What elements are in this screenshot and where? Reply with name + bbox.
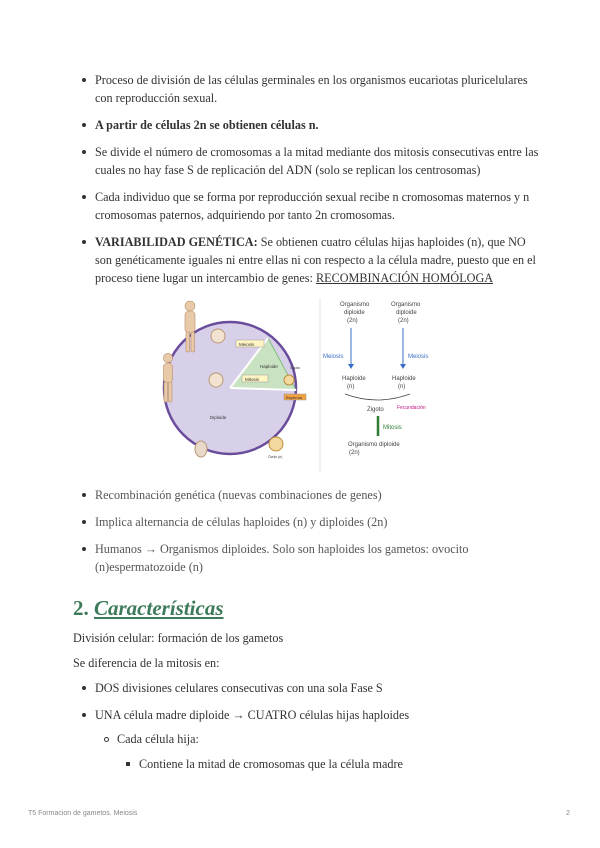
list-item: VARIABILIDAD GENÉTICA: Se obtienen cuatro células hijas haploides (n), que NO son genéticamente iguales ni entre ellas ni con respecto a la célula madre, puesto que en el proceso tiene lugar un intercambio de genes: RECOMBINACIÓN HOMÓLOGA xyxy=(73,233,543,287)
small-label: Cigoto xyxy=(290,366,301,370)
list-item: Contiene la mitad de cromosomas que la célula madre xyxy=(117,755,547,773)
organism-label: Organismo diploide xyxy=(348,442,400,448)
list-item: Se divide el número de cromosomas a la mitad mediante dos mitosis consecutivas entre las cuales no hay fase S de replicación del ADN (solo se replican los centrosomas) xyxy=(73,143,543,179)
mitosis-label: Mitosis xyxy=(245,377,260,382)
list-item: Humanos → Organismos diploides. Solo son haploides los gametos: ovocito (n)espermatozoide (n) xyxy=(73,540,543,576)
organism-label: Organismo xyxy=(340,302,370,308)
sub-list xyxy=(95,730,545,757)
sperm-label: Esperma xyxy=(286,395,303,400)
meiosis-label: Meiosis xyxy=(239,342,255,347)
intro-list xyxy=(73,71,543,296)
life-cycle-figure xyxy=(148,298,458,472)
organism-label: diploide xyxy=(344,310,365,316)
paragraph: División celular: formación de los gametos xyxy=(73,631,284,645)
sub-sub-list xyxy=(117,755,547,782)
list-item: Cada célula hija: xyxy=(95,730,545,748)
list-item: UNA célula madre diploide → CUATRO células hijas haploides xyxy=(73,706,543,724)
organism-label: diploide xyxy=(396,310,417,316)
section-title: Características xyxy=(94,596,224,620)
differences-list xyxy=(73,679,543,733)
section-number: 2. xyxy=(73,596,89,620)
arrow-head-icon xyxy=(400,364,406,369)
list-item: DOS divisiones celulares consecutivas con una sola Fase S xyxy=(73,679,543,697)
fertilization-label: Fecundación xyxy=(397,405,426,411)
page-number: 2 xyxy=(566,810,570,817)
list-item: A partir de células 2n se obtienen células n. xyxy=(73,116,543,134)
organism-label: (2n) xyxy=(398,318,409,324)
merge-bracket xyxy=(345,394,410,400)
haploid-label: Haploide xyxy=(392,376,416,382)
haploid-label: (n) xyxy=(347,384,355,390)
small-label: Óvulo (n) xyxy=(268,455,283,459)
haploid-label: (n) xyxy=(398,384,406,390)
diploid-label: Diploide xyxy=(210,415,227,420)
flow-diagram xyxy=(320,298,428,472)
organism-label: (2n) xyxy=(349,450,360,456)
zygote-label: Zigoto xyxy=(367,407,384,413)
meiosis-label: Meiosis xyxy=(408,354,429,360)
variability-label: VARIABILIDAD GENÉTICA: xyxy=(95,235,258,249)
zygote-icon xyxy=(284,375,294,385)
second-list xyxy=(73,486,543,585)
paragraph: Se diferencia de la mitosis en: xyxy=(73,656,220,670)
mitosis-label: Mitosis xyxy=(383,425,402,431)
embryo-icon xyxy=(195,441,207,457)
list-item: Implica alternancia de células haploides (n) y diploides (2n) xyxy=(73,513,543,531)
oocyte-icon xyxy=(269,437,283,451)
cell-icon xyxy=(211,329,225,343)
organism-label: Organismo xyxy=(391,302,421,308)
recombination-link-text: RECOMBINACIÓN HOMÓLOGA xyxy=(316,271,494,285)
meiosis-label: Meiosis xyxy=(323,354,344,360)
list-item: Proceso de división de las células germinales en los organismos eucariotas pluricelulares con reproducción sexual. xyxy=(73,71,543,107)
haploid-label: Haploide xyxy=(260,364,278,369)
list-item: Cada individuo que se forma por reproducción sexual recibe n cromosomas maternos y n cromosomas paternos, adquiriendo por tanto 2n cromosomas. xyxy=(73,188,543,224)
organism-label: (2n) xyxy=(347,318,358,324)
list-item: Recombinación genética (nuevas combinaciones de genes) xyxy=(73,486,543,504)
cycle-diagram xyxy=(163,301,306,459)
footer-title: T5 Formacion de gametos. Meiosis xyxy=(28,810,138,817)
cell-icon xyxy=(209,373,223,387)
section-heading xyxy=(73,596,224,621)
arrow-head-icon xyxy=(348,364,354,369)
haploid-label: Haploide xyxy=(342,376,366,382)
